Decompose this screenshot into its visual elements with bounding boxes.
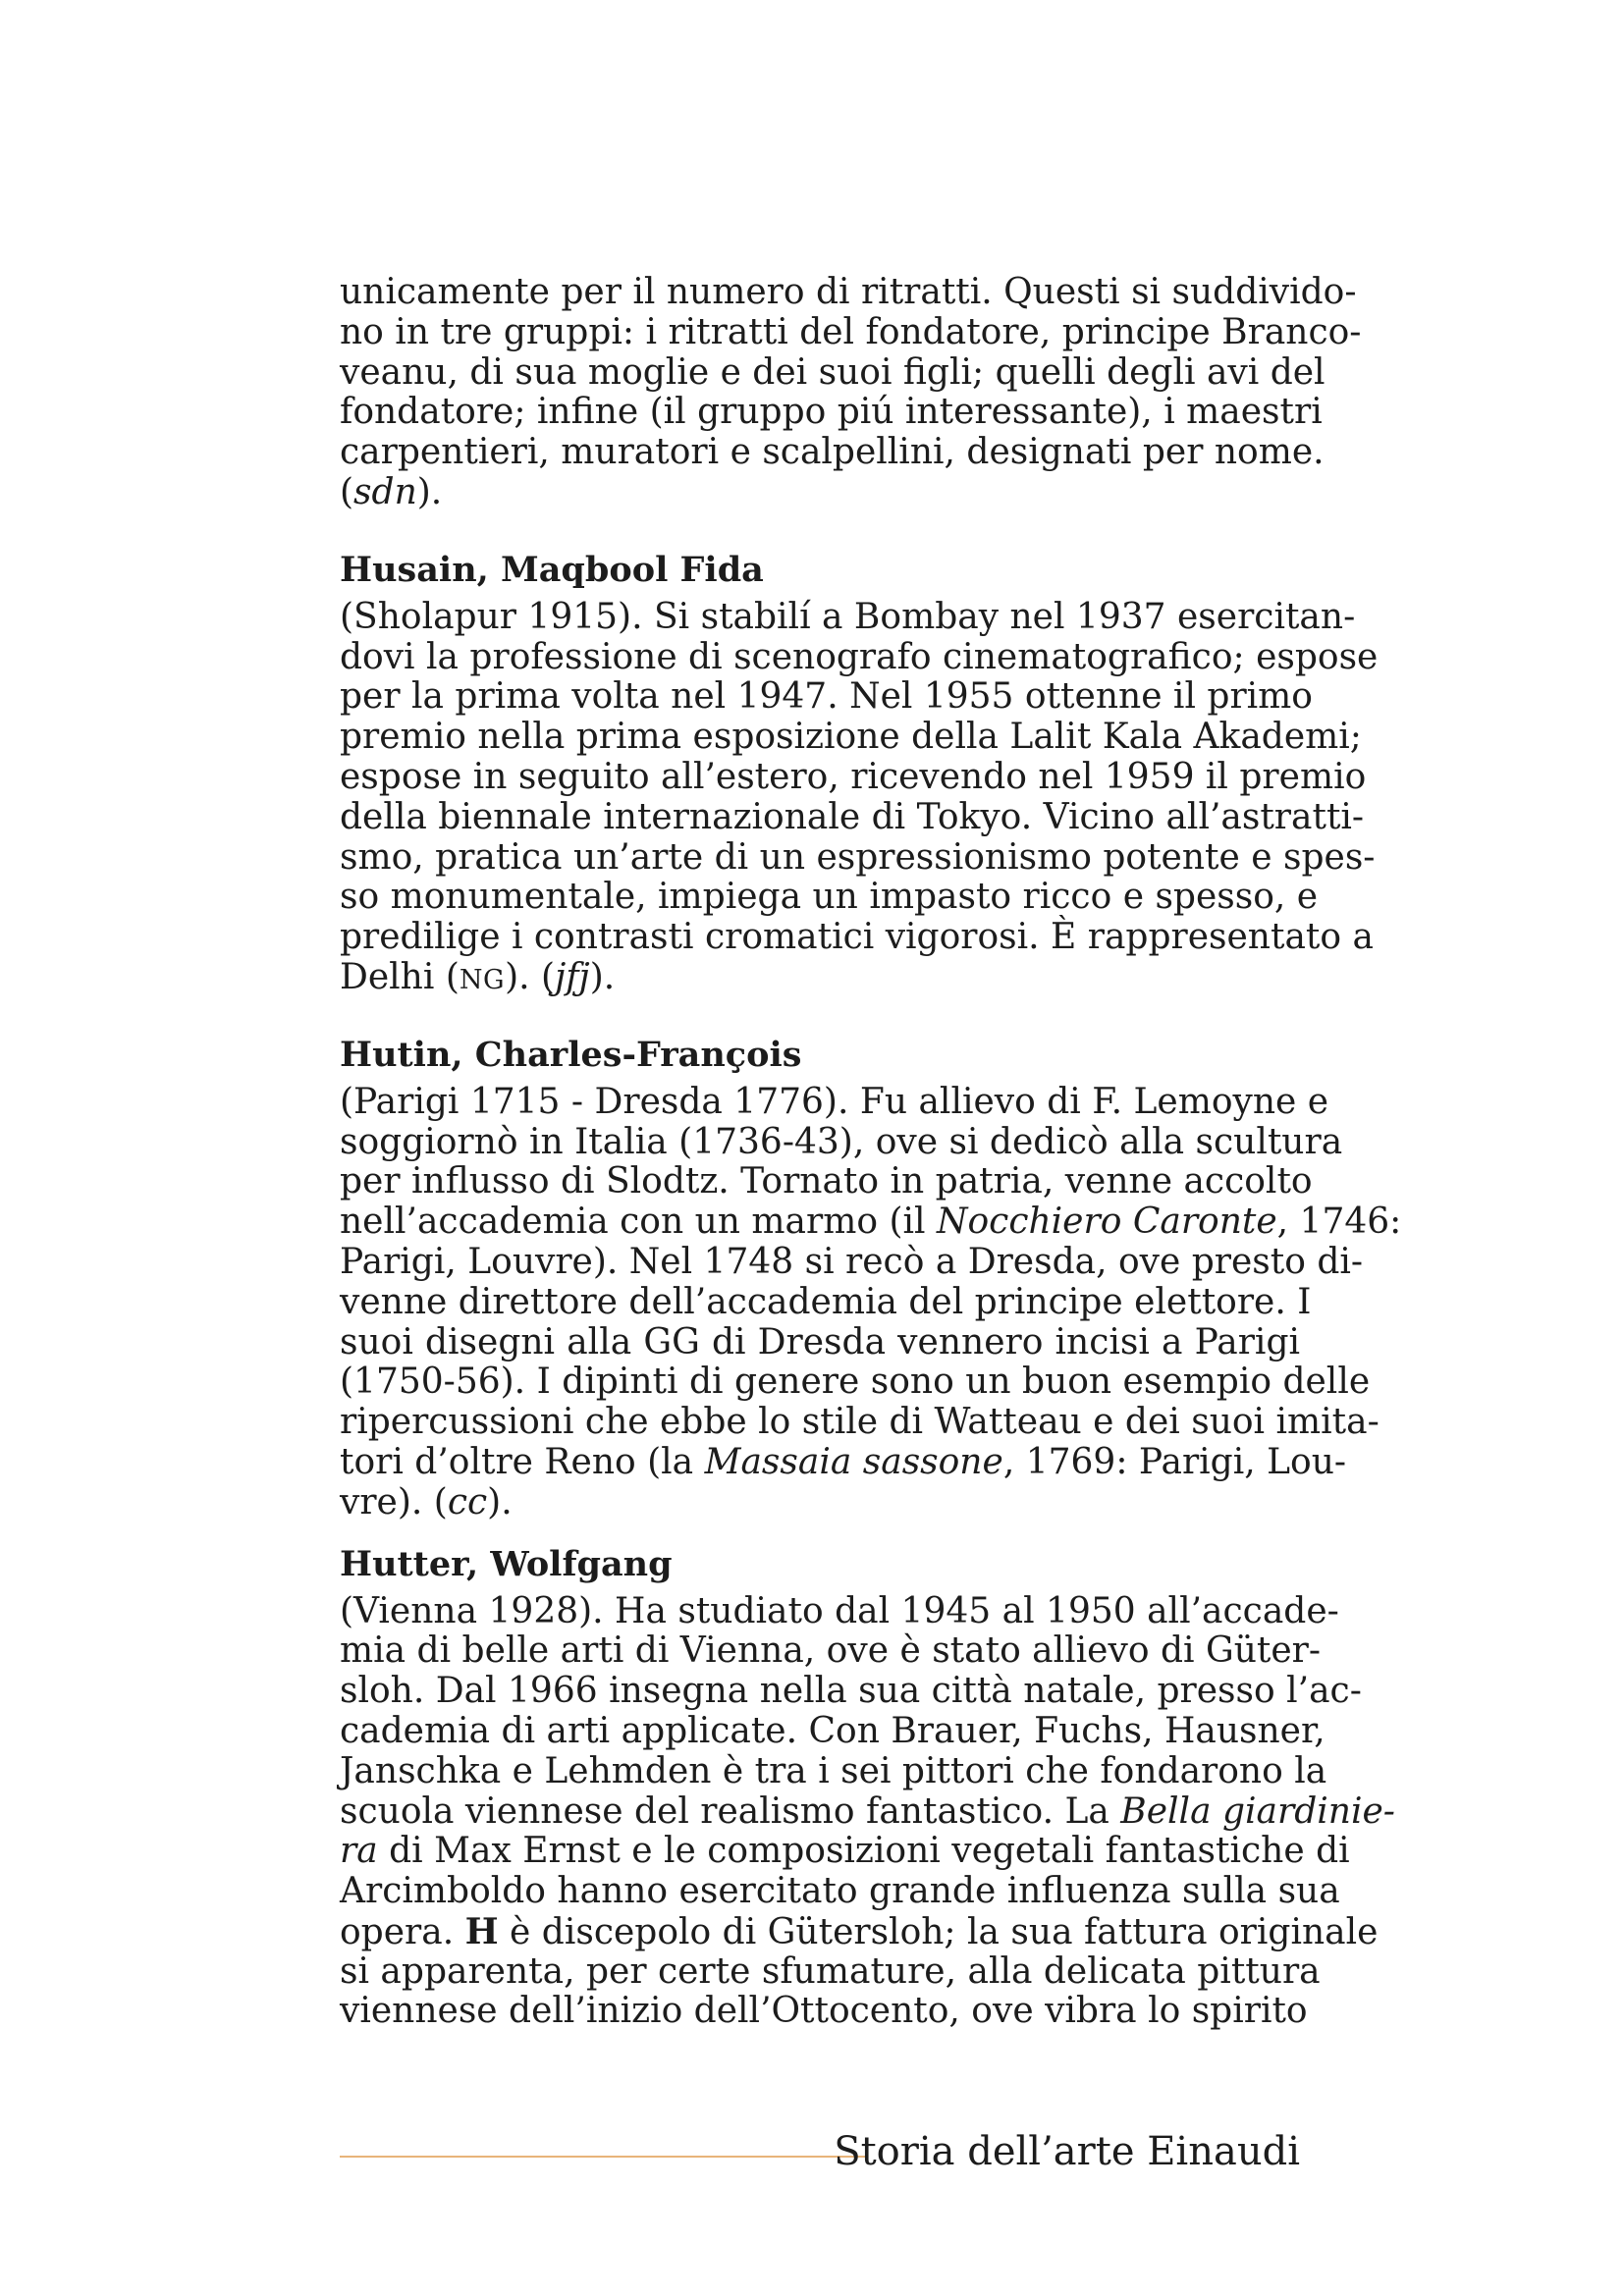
entry-line: predilige i contrasti cromatici vigorosi. È rappresentato a	[340, 917, 1374, 958]
entry-line	[340, 1790, 1395, 1833]
collection-abbr: NG	[459, 964, 506, 995]
entry-line	[340, 1483, 1300, 1523]
entry-line: mia di belle arti di Vienna, ove è stato allievo di Güter-	[340, 1630, 1322, 1672]
entry-line: viennese dell’inizio dell’Ottocento, ove vibra lo spirito	[340, 1991, 1308, 2032]
entry-line: soggiornò in Italia (1736-43), ove si dedicò alla scultura	[340, 1121, 1343, 1162]
entry-line: cademia di arti applicate. Con Brauer, Fuchs, Hausner,	[340, 1710, 1325, 1751]
text: scuola viennese del realismo fantastico. La	[340, 1790, 1121, 1832]
artwork-title: Massaia sassone	[704, 1441, 1003, 1482]
entry-line: venne direttore dell’accademia del principe elettore. I	[340, 1281, 1312, 1322]
entry-line: per la prima volta nel 1947. Nel 1955 ottenne il primo	[340, 676, 1313, 718]
text: nell’accademia con un marmo (il	[340, 1201, 937, 1243]
subject-initial: H	[464, 1910, 499, 1952]
entry-line	[340, 1910, 1379, 1952]
paren: (	[340, 471, 354, 512]
main-text	[340, 272, 1402, 2032]
artwork-title: ra	[340, 1831, 378, 1872]
intro-line-2: no in tre gruppi: i ritratti del fondatore, principe Branco-	[340, 311, 1362, 352]
entry-line: (1750-56). I dipinti di genere sono un buon esempio delle	[340, 1362, 1371, 1403]
intro-signature-line	[340, 473, 1300, 513]
entry-line: Parigi, Louvre). Nel 1748 si recò a Dresda, ove presto di-	[340, 1241, 1364, 1282]
artwork-title: Bella giardinie-	[1120, 1790, 1395, 1832]
text: Delhi (	[340, 956, 460, 997]
footer-title: Storia dell’arte Einaudi	[834, 2129, 1300, 2174]
entry-line: espose in seguito all’estero, ricevendo nel 1959 il premio	[340, 756, 1367, 797]
entry-line: so monumentale, impiega un impasto ricco e spesso, e	[340, 877, 1319, 918]
paren: ).	[589, 956, 616, 997]
entry-line	[340, 1831, 1350, 1872]
artwork-title: Nocchiero Caronte	[936, 1201, 1277, 1243]
paren: ).	[487, 1481, 513, 1522]
intro-line-3: veanu, di sua moglie e dei suoi figli; quelli degli avi del	[340, 351, 1325, 393]
intro-line-5: carpentieri, muratori e scalpellini, designati per nome.	[340, 432, 1325, 473]
entry-line	[340, 1201, 1402, 1243]
entry-heading: Husain, Maqbool Fida	[340, 549, 764, 590]
footer-rule	[340, 2156, 865, 2158]
author-signature: cc	[447, 1481, 488, 1522]
entry-line: premio nella prima esposizione della Lalit Kala Akademi;	[340, 717, 1362, 758]
author-signature: jfj	[555, 956, 590, 997]
entry-line: per influsso di Slodtz. Tornato in patria, venne accolto	[340, 1161, 1313, 1202]
intro-line-1: unicamente per il numero di ritratti. Questi si suddivido-	[340, 272, 1357, 312]
entry-line	[340, 958, 1300, 998]
text: di Max Ernst e le composizioni vegetali fantastiche di	[377, 1831, 1350, 1872]
text: opera.	[340, 1911, 465, 1952]
text: tori d’oltre Reno (la	[340, 1441, 705, 1482]
intro-line-4: fondatore; infine (il gruppo piú interessante), i maestri	[340, 392, 1323, 433]
entry-line: Janschka e Lehmden è tra i sei pittori che fondarono la	[340, 1750, 1327, 1791]
entry-heading: Hutin, Charles-François	[340, 1034, 802, 1075]
paren: ).	[416, 471, 443, 512]
entry-hutter	[340, 1543, 1395, 2033]
entry-line: (Sholapur 1915). Si stabilí a Bombay nel 1937 esercitan-	[340, 596, 1356, 637]
page-footer	[340, 2122, 1300, 2181]
intro-entry	[340, 272, 1362, 513]
entry-line: sloh. Dal 1966 insegna nella sua città natale, presso l’ac-	[340, 1671, 1362, 1712]
entry-hutin	[340, 1034, 1402, 1523]
entry-line: dovi la professione di scenografo cinematografico; espose	[340, 636, 1379, 677]
entry-line: smo, pratica un’arte di un espressionismo potente e spes-	[340, 836, 1376, 878]
entry-line: si apparenta, per certe sfumature, alla delicata pittura	[340, 1950, 1321, 1992]
entry-line: Arcimboldo hanno esercitato grande influenza sulla sua	[340, 1871, 1340, 1912]
text: , 1769: Parigi, Lou-	[1002, 1441, 1347, 1482]
entry-husain	[340, 549, 1379, 998]
text: vre). (	[340, 1481, 448, 1522]
entry-line: della biennale internazionale di Tokyo. Vicino all’astratti-	[340, 796, 1365, 837]
entry-line	[340, 1441, 1347, 1483]
text: , 1746:	[1276, 1201, 1402, 1243]
entry-line: (Parigi 1715 - Dresda 1776). Fu allievo di F. Lemoyne e	[340, 1081, 1329, 1122]
entry-heading: Hutter, Wolfgang	[340, 1543, 673, 1584]
text: è discepolo di Gütersloh; la sua fattura originale	[498, 1911, 1379, 1952]
entry-line: suoi disegni alla GG di Dresda vennero incisi a Parigi	[340, 1321, 1300, 1362]
author-signature: sdn	[353, 471, 417, 512]
text: ). (	[505, 956, 556, 997]
entry-line: ripercussioni che ebbe lo stile di Watteau e dei suoi imita-	[340, 1402, 1380, 1443]
entry-line: (Vienna 1928). Ha studiato dal 1945 al 1950 all’accade-	[340, 1590, 1339, 1631]
